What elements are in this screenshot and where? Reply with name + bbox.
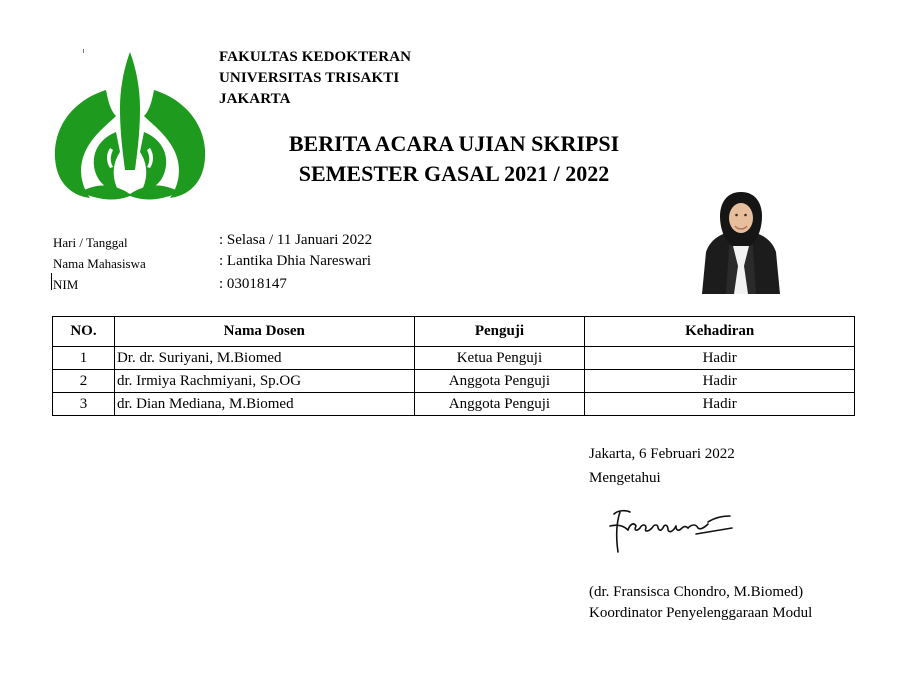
table-row: [53, 370, 855, 393]
student-name-label: Nama Mahasiswa: [53, 256, 146, 271]
signer-role: Koordinator Penyelenggaraan Modul: [589, 605, 813, 621]
table-row: [53, 347, 855, 370]
row-no: 2: [53, 370, 115, 393]
header-lecturer: Nama Dosen: [114, 317, 414, 347]
university-name: UNIVERSITAS TRISAKTI: [219, 70, 400, 86]
document-title: BERITA ACARA UJIAN SKRIPSI: [288, 131, 620, 156]
date-label: Hari / Tanggal: [53, 235, 128, 250]
row-lecturer: Dr. dr. Suriyani, M.Biomed: [114, 347, 414, 370]
header-examiner-role: Penguji: [414, 317, 585, 347]
row-attendance: Hadir: [585, 370, 855, 393]
document-subtitle: SEMESTER GASAL 2021 / 2022: [298, 161, 610, 186]
header-no: NO.: [53, 317, 115, 347]
row-attendance: Hadir: [585, 347, 855, 370]
row-attendance: Hadir: [585, 393, 855, 416]
row-no: 3: [53, 393, 115, 416]
row-examiner-role: Ketua Penguji: [414, 347, 585, 370]
nim-value: : 03018147: [219, 276, 287, 292]
examiner-table: [52, 316, 855, 416]
nim-label: NIM: [53, 277, 79, 292]
signer-name: (dr. Fransisca Chondro, M.Biomed): [589, 584, 804, 600]
text-cursor: [51, 273, 52, 290]
faculty-name: FAKULTAS KEDOKTERAN: [219, 49, 412, 65]
student-name-value: : Lantika Dhia Nareswari: [219, 253, 372, 269]
student-photo-icon: [698, 188, 784, 294]
handwritten-signature-icon: [604, 500, 744, 562]
city-name: JAKARTA: [219, 91, 291, 107]
row-lecturer: dr. Dian Mediana, M.Biomed: [114, 393, 414, 416]
table-header-row: [53, 317, 855, 347]
table-row: [53, 393, 855, 416]
place-date: Jakarta, 6 Februari 2022: [589, 446, 735, 462]
date-value: : Selasa / 11 Januari 2022: [219, 232, 373, 248]
row-examiner-role: Anggota Penguji: [414, 393, 585, 416]
acknowledge-label: Mengetahui: [589, 470, 661, 486]
row-lecturer: dr. Irmiya Rachmiyani, Sp.OG: [114, 370, 414, 393]
row-examiner-role: Anggota Penguji: [414, 370, 585, 393]
row-no: 1: [53, 347, 115, 370]
header-attendance: Kehadiran: [585, 317, 855, 347]
